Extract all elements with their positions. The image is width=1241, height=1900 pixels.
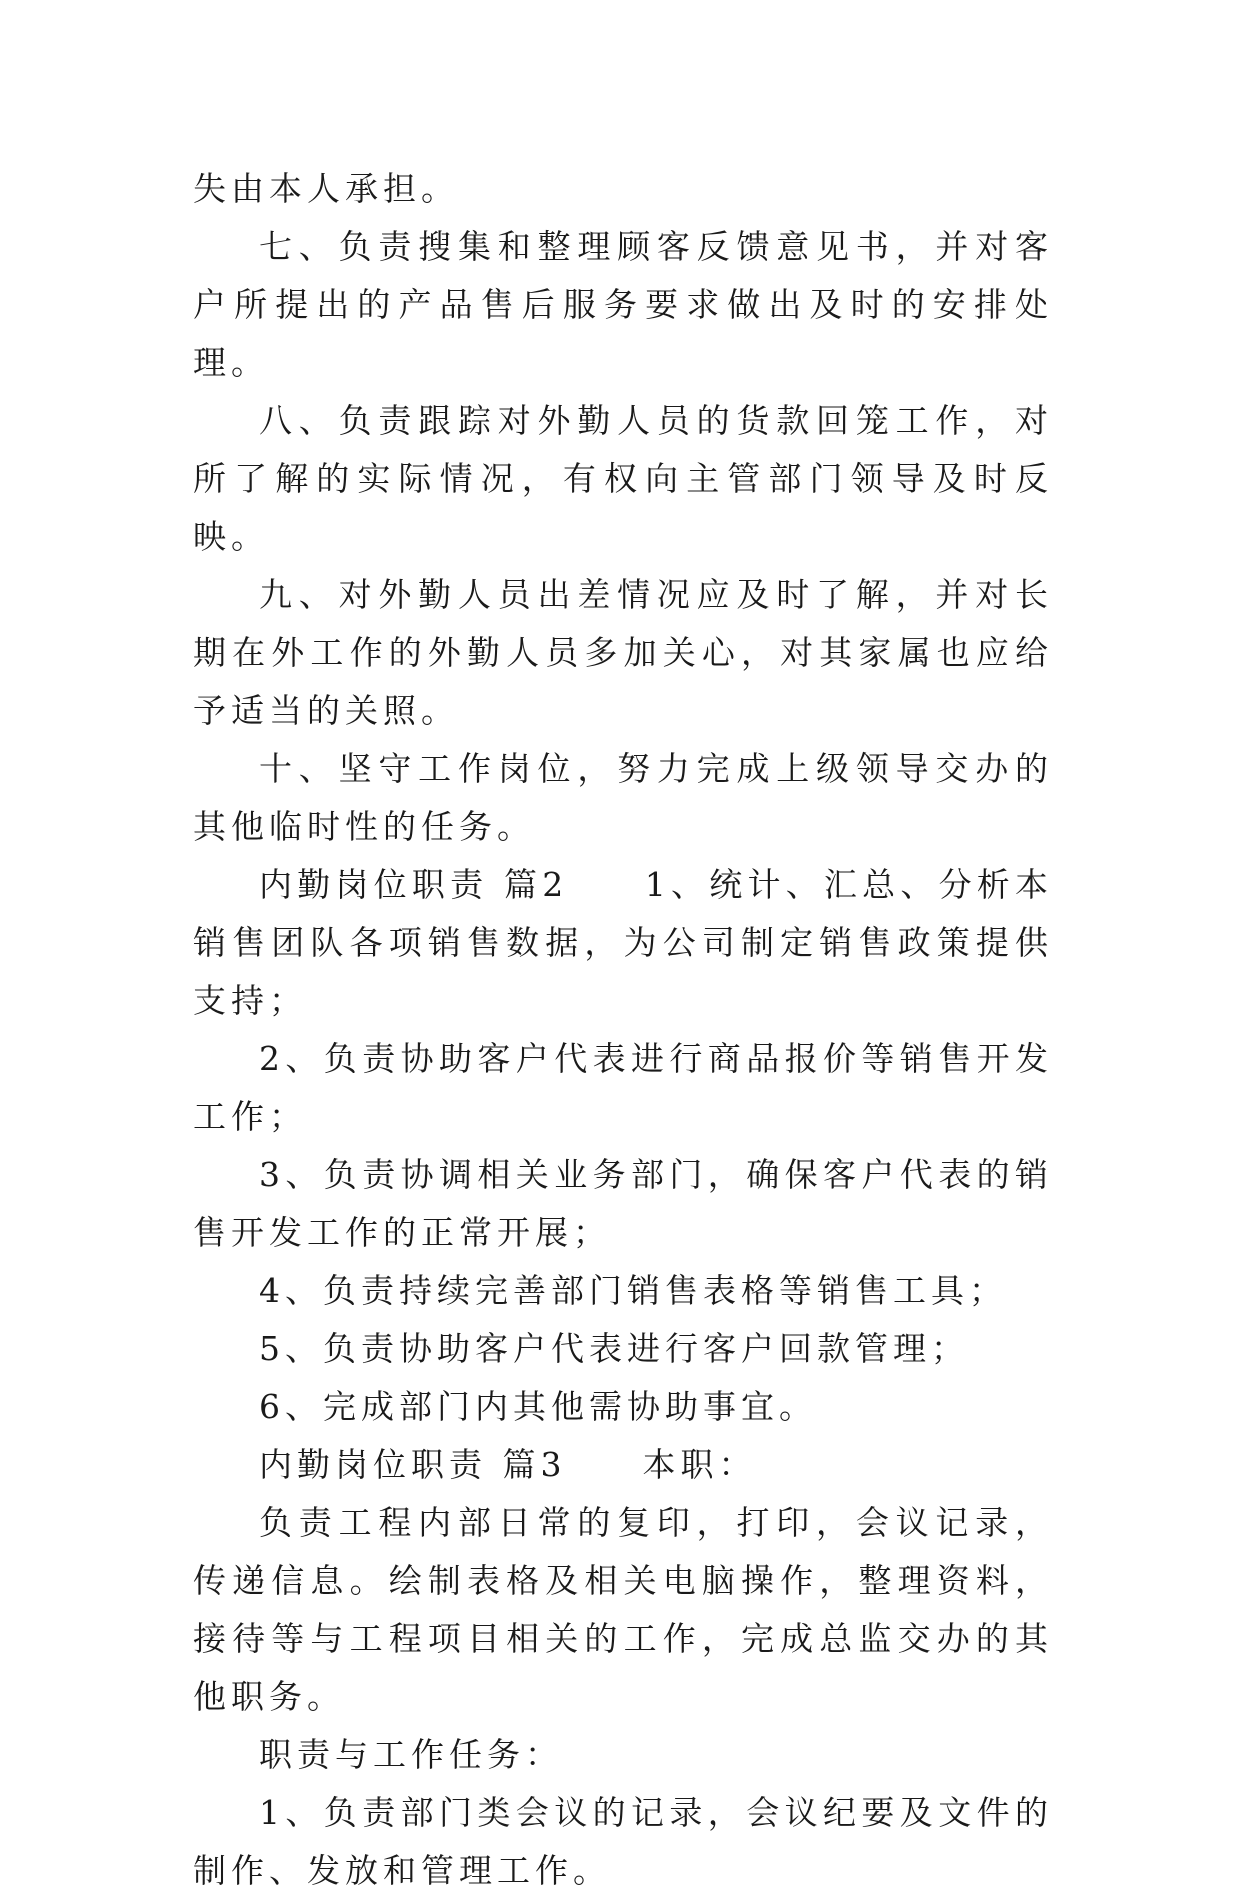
subheading-paragraph: 职责与工作任务： — [259, 1735, 563, 1774]
paragraph: 九、对外勤人员出差情况应及时了解，并对长期在外工作的外勤人员多加关心，对其家属也应给予适当的关照。 — [193, 575, 1053, 730]
paragraph: 负责工程内部日常的复印，打印，会议记录，传递信息。绘制表格及相关电脑操作，整理资料，接待等与工程项目相关的工作，完成总监交办的其他职务。 — [193, 1503, 1053, 1716]
document-body — [193, 160, 1053, 1900]
paragraph: 失由本人承担。 — [193, 169, 459, 208]
section-heading-paragraph: 内勤岗位职责 篇3 本职： — [259, 1445, 757, 1484]
paragraph: 5、负责协助客户代表进行客户回款管理； — [259, 1329, 969, 1368]
paragraph: 十、坚守工作岗位，努力完成上级领导交办的其他临时性的任务。 — [193, 749, 1053, 846]
paragraph: 3、负责协调相关业务部门，确保客户代表的销售开发工作的正常开展； — [193, 1155, 1053, 1252]
paragraph: 八、负责跟踪对外勤人员的货款回笼工作，对所了解的实际情况，有权向主管部门领导及时反映。 — [193, 401, 1053, 556]
paragraph: 4、负责持续完善部门销售表格等销售工具； — [259, 1271, 1007, 1310]
paragraph: 1、负责部门类会议的记录，会议纪要及文件的制作、发放和管理工作。 — [193, 1793, 1053, 1890]
paragraph: 6、完成部门内其他需协助事宜。 — [259, 1387, 817, 1426]
section-heading-paragraph: 内勤岗位职责 篇2 1、统计、汇总、分析本销售团队各项销售数据，为公司制定销售政策提供支持； — [193, 865, 1053, 1020]
paragraph: 七、负责搜集和整理顾客反馈意见书，并对客户所提出的产品售后服务要求做出及时的安排处理。 — [193, 227, 1053, 382]
paragraph: 2、负责协助客户代表进行商品报价等销售开发工作； — [193, 1039, 1053, 1136]
